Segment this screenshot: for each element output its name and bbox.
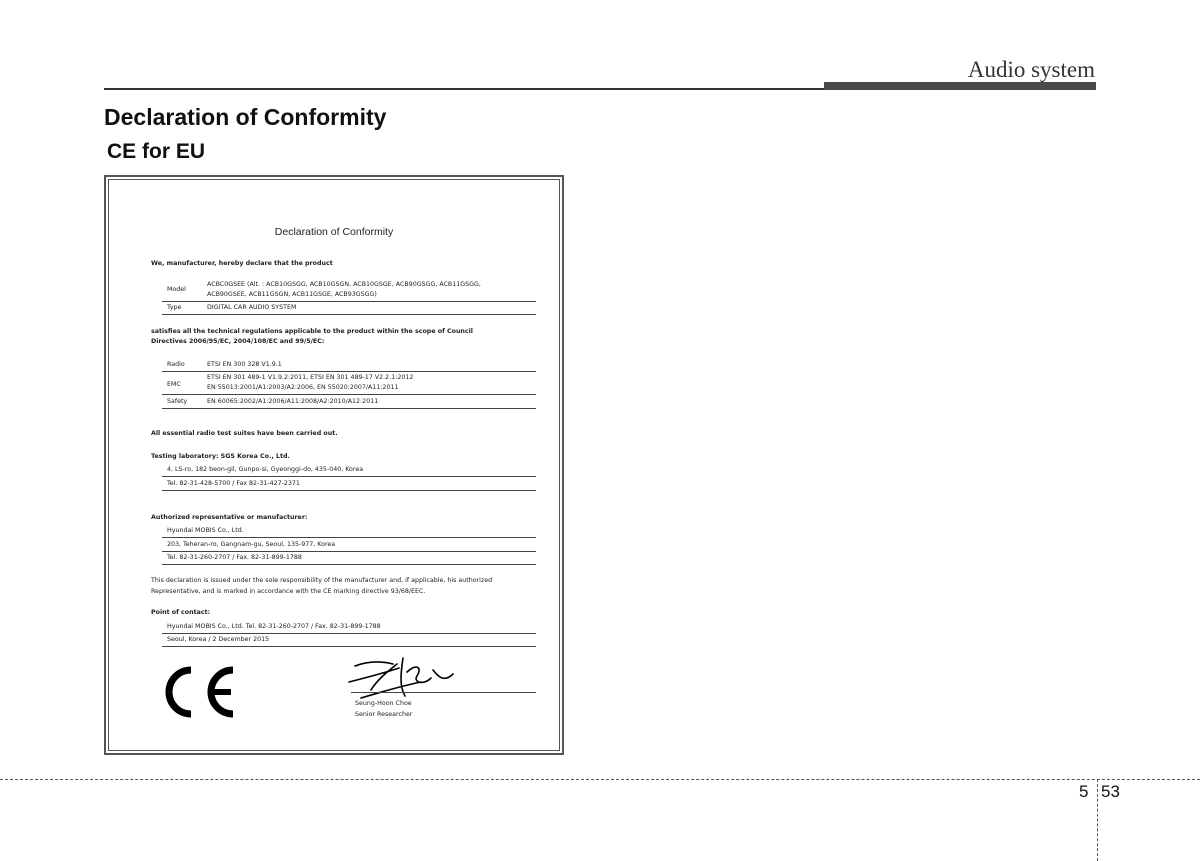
page-title: Declaration of Conformity: [104, 104, 387, 130]
lab-address: 4, LS-ro, 182 beon-gil, Gunpo-si, Gyeonggi-do, 435-040, Korea: [167, 466, 364, 473]
certificate-document: [108, 179, 560, 751]
radio-label: Radio: [167, 361, 185, 368]
ce-mark-icon: [161, 662, 239, 722]
type-label: Type: [167, 304, 182, 311]
signature-line: [351, 692, 536, 693]
table-rule: [162, 537, 536, 538]
model-value-line1: ACBC0GSEE (Alt. : ACB10GSGG, ACB10GSGN, ACB10GSGE, ACB90GSGG, ACB11GSGG,: [207, 281, 481, 288]
signatory-name: Seung-Hoon Choe: [355, 700, 412, 707]
model-label: Model: [167, 286, 186, 293]
certificate-title: Declaration of Conformity: [274, 226, 394, 238]
statement-line1: satisfies all the technical regulations applicable to the product within the scope of Council: [151, 328, 473, 335]
chapter-number: 5: [1079, 782, 1089, 801]
table-rule: [162, 646, 536, 647]
table-rule: [162, 476, 536, 477]
header-rule: [104, 88, 824, 90]
table-rule: [162, 490, 536, 491]
section-title: Audio system: [967, 57, 1095, 82]
safety-value: EN 60065:2002/A1:2006/A11:2008/A2:2010/A12:2011: [207, 398, 379, 405]
emc-value-line1: ETSI EN 301 489-1 V1.9.2:2011, ETSI EN 301 489-17 V2.2.1:2012: [207, 374, 414, 381]
certificate-frame: [104, 175, 564, 755]
table-rule: [162, 408, 536, 409]
representative-heading: Authorized representative or manufacturer:: [151, 514, 308, 521]
representative-phone: Tel. 82-31-260-2707 / Fax. 82-31-899-1788: [167, 554, 302, 561]
signatory-title: Senior Researcher: [355, 711, 413, 718]
tests-statement: All essential radio test suites have been carried out.: [151, 430, 338, 437]
representative-address: 203, Teheran-ro, Gangnam-gu, Seoul, 135-977, Korea: [167, 541, 336, 548]
table-rule: [162, 633, 536, 634]
lab-heading: Testing laboratory: SGS Korea Co., Ltd.: [151, 453, 290, 460]
statement-line2: Directives 2006/95/EC, 2004/108/EC and 99/5/EC:: [151, 338, 325, 345]
disclaimer-line1: This declaration is issued under the sole responsibility of the manufacturer and, if applicable, his authorized: [151, 577, 493, 584]
header-bar: [824, 82, 1096, 90]
emc-label: EMC: [167, 381, 181, 388]
certificate-intro: We, manufacturer, hereby declare that the product: [151, 260, 333, 267]
table-rule: [162, 371, 536, 372]
lab-phone: Tel. 82-31-428-5700 / Fax 82-31-427-2371: [167, 480, 300, 487]
model-value-line2: ACB90GSEE, ACB11GSGN, ACB11GSGE, ACB93GSGG): [207, 291, 377, 298]
table-rule: [162, 551, 536, 552]
footer-vertical-divider: [1097, 779, 1098, 861]
contact-heading: Point of contact:: [151, 609, 211, 616]
page-subtitle: CE for EU: [107, 140, 206, 163]
emc-value-line2: EN 55013:2001/A1:2003/A2:2006, EN 55020:2007/A11:2011: [207, 384, 399, 391]
footer-divider: [0, 779, 1200, 780]
table-rule: [162, 394, 536, 395]
contact-details: Hyundai MOBIS Co., Ltd. Tel. 82-31-260-2707 / Fax. 82-31-899-1788: [167, 623, 381, 630]
representative-name: Hyundai MOBIS Co., Ltd.: [167, 527, 244, 534]
signature-icon: [341, 652, 461, 702]
disclaimer-line2: Representative, and is marked in accordance with the CE marking directive 93/68/EEC.: [151, 588, 426, 595]
table-rule: [162, 301, 536, 302]
radio-value: ETSI EN 300 328 V1.9.1: [207, 361, 282, 368]
safety-label: Safety: [167, 398, 188, 405]
type-value: DIGITAL CAR AUDIO SYSTEM: [207, 304, 297, 311]
contact-place-date: Seoul, Korea / 2 December 2015: [167, 636, 270, 643]
page-number: 53: [1101, 782, 1120, 801]
table-rule: [162, 564, 536, 565]
table-rule: [162, 314, 536, 315]
